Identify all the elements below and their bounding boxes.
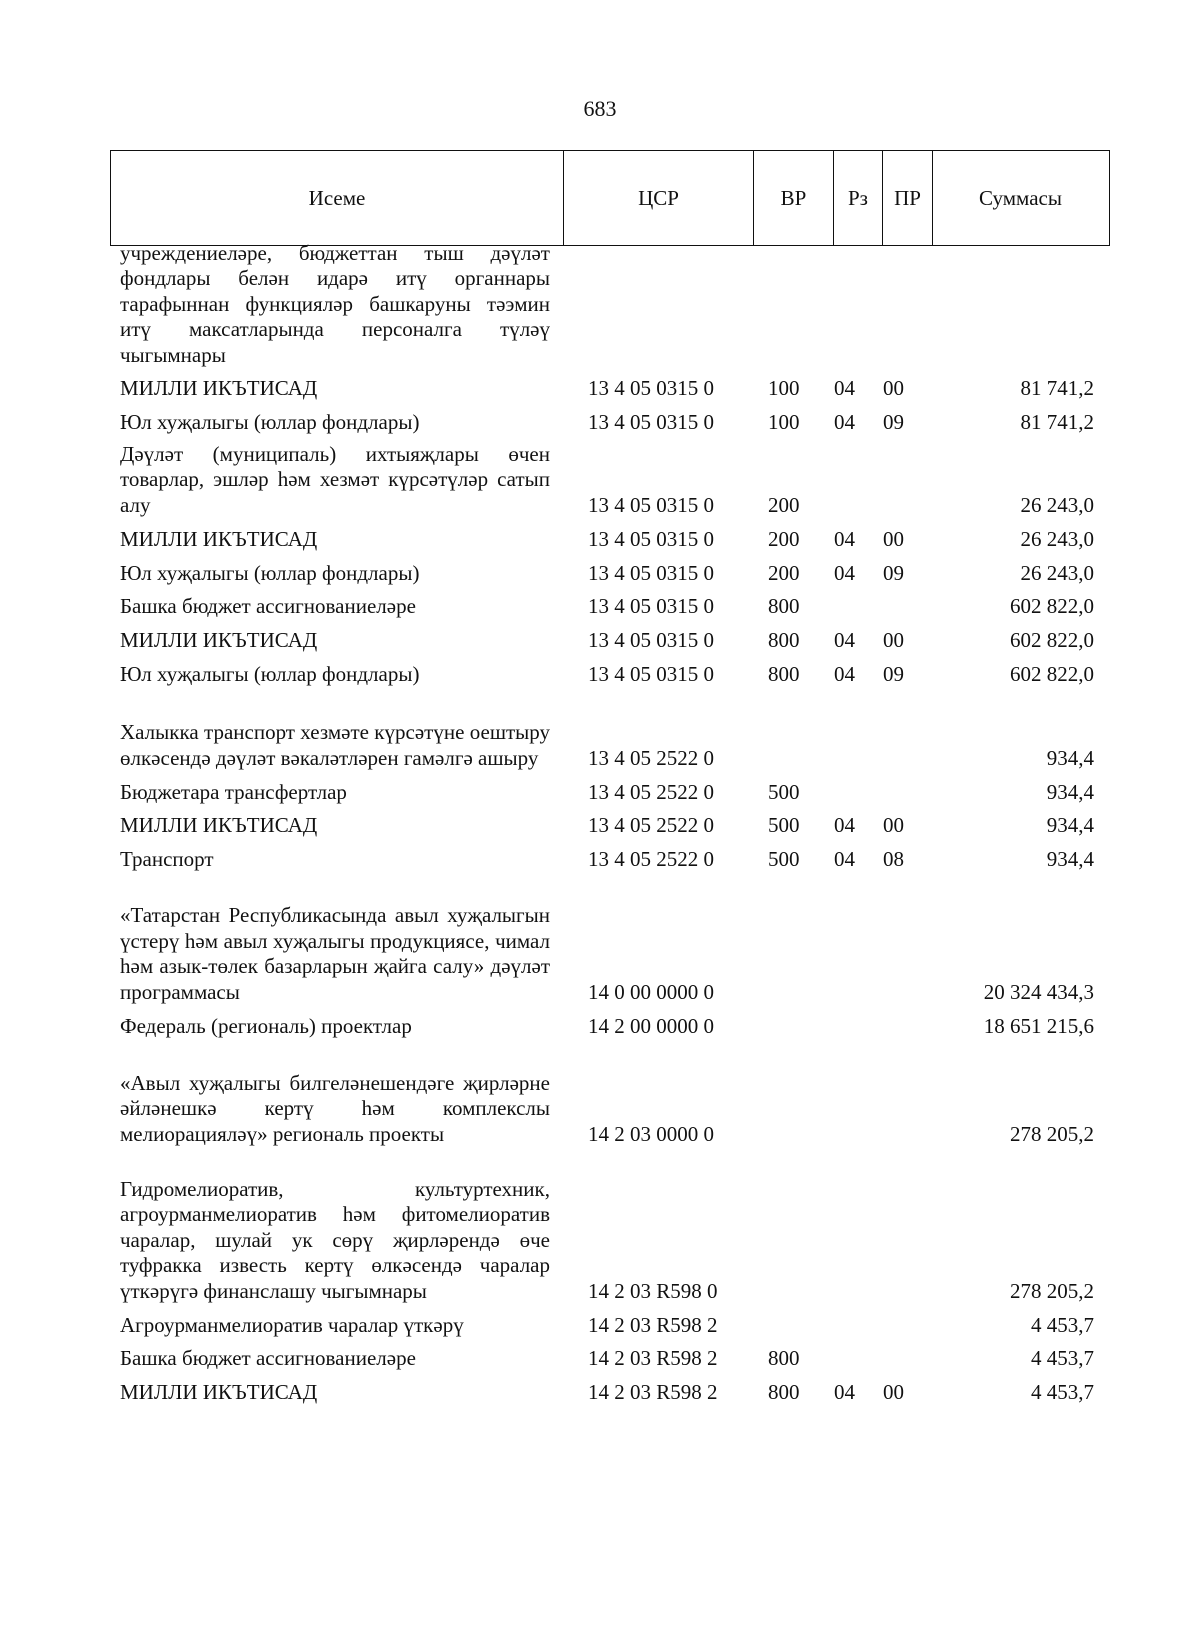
- row-sum: 602 822,0: [1010, 661, 1094, 686]
- row-vr: 800: [768, 1379, 800, 1404]
- table-row: [0, 527, 1200, 553]
- row-rz: 04: [834, 1379, 855, 1404]
- row-csr: 14 2 00 0000 0: [588, 1013, 714, 1038]
- row-sum: 81 741,2: [1020, 375, 1094, 400]
- table-row: [0, 241, 1200, 369]
- row-name: МИЛЛИ ИКЪТИСАД: [120, 812, 318, 837]
- row-csr: 13 4 05 0315 0: [588, 526, 714, 551]
- row-name: «Авыл хуҗалыгы билгеләнешендәге җирләрне әйләнешкә кертү һәм комплекслы мелиорацияләү» региональ проекты: [120, 1070, 550, 1146]
- row-name: МИЛЛИ ИКЪТИСАД: [120, 375, 318, 400]
- table-row: [0, 878, 1200, 1006]
- row-vr: 200: [768, 560, 800, 585]
- row-csr: 13 4 05 0315 0: [588, 492, 714, 517]
- row-vr: 100: [768, 409, 800, 434]
- row-vr: 800: [768, 661, 800, 686]
- table-row: [0, 442, 1200, 519]
- row-csr: 14 2 03 R598 2: [588, 1379, 718, 1404]
- row-pr: 00: [883, 627, 904, 652]
- table-row: [0, 594, 1200, 620]
- row-rz: 04: [834, 812, 855, 837]
- row-pr: 00: [883, 812, 904, 837]
- row-vr: 500: [768, 779, 800, 804]
- table-row: [0, 561, 1200, 587]
- row-rz: 04: [834, 846, 855, 871]
- row-sum: 26 243,0: [1020, 560, 1094, 585]
- row-sum: 278 205,2: [1010, 1278, 1094, 1303]
- column-header-pr: ПР: [882, 151, 932, 245]
- column-header-vr: ВР: [753, 151, 833, 245]
- row-name: Юл хуҗалыгы (юллар фондлары): [120, 560, 420, 585]
- row-csr: 14 2 03 R598 2: [588, 1312, 718, 1337]
- table-row: [0, 780, 1200, 806]
- row-rz: 04: [834, 627, 855, 652]
- row-csr: 14 0 00 0000 0: [588, 979, 714, 1004]
- row-name: Транспорт: [120, 846, 214, 871]
- row-vr: 500: [768, 812, 800, 837]
- row-pr: 09: [883, 409, 904, 434]
- row-csr: 13 4 05 0315 0: [588, 560, 714, 585]
- row-vr: 200: [768, 492, 800, 517]
- row-pr: 09: [883, 560, 904, 585]
- row-name: Агроурманмелиоратив чаралар үткәрү: [120, 1312, 464, 1337]
- row-pr: 00: [883, 1379, 904, 1404]
- row-name: Федераль (региональ) проектлар: [120, 1013, 412, 1038]
- row-sum: 26 243,0: [1020, 492, 1094, 517]
- row-name: Юл хуҗалыгы (юллар фондлары): [120, 409, 420, 434]
- row-name: учреждениеләре, бюджеттан тыш дәүләт фондлары белән идарә итү органнары тарафыннан функцияләр башкаруны тәэмин итү максатларында персоналга түләү чыгымнары: [120, 240, 550, 367]
- column-header-sum: Суммасы: [932, 151, 1108, 245]
- table-row: [0, 1014, 1200, 1040]
- row-sum: 4 453,7: [1031, 1345, 1094, 1370]
- row-rz: 04: [834, 409, 855, 434]
- row-pr: 09: [883, 661, 904, 686]
- row-name: Дәүләт (муниципаль) ихтыяҗлары өчен товарлар, эшләр һәм хезмәт күрсәтүләр сатып алу: [120, 441, 550, 517]
- row-csr: 13 4 05 0315 0: [588, 661, 714, 686]
- row-sum: 934,4: [1046, 812, 1094, 837]
- row-name: Бюджетара трансфертлар: [120, 779, 347, 804]
- row-sum: 4 453,7: [1031, 1312, 1094, 1337]
- row-csr: 13 4 05 0315 0: [588, 627, 714, 652]
- row-name: «Татарстан Республикасында авыл хуҗалыгын үстерү һәм авыл хуҗалыгы продукциясе, чимал һәм азык-төлек базарларын җайга салу» дәүләт программасы: [120, 903, 550, 1004]
- table-row: [0, 695, 1200, 772]
- row-csr: 14 2 03 R598 0: [588, 1278, 718, 1303]
- row-name: МИЛЛИ ИКЪТИСАД: [120, 526, 318, 551]
- table-row: [0, 847, 1200, 873]
- table-row: [0, 628, 1200, 654]
- row-name: МИЛЛИ ИКЪТИСАД: [120, 627, 318, 652]
- row-sum: 20 324 434,3: [983, 979, 1094, 1004]
- row-sum: 934,4: [1046, 745, 1094, 770]
- row-sum: 4 453,7: [1031, 1379, 1094, 1404]
- row-csr: 13 4 05 2522 0: [588, 779, 714, 804]
- table-header: [110, 150, 1110, 246]
- row-rz: 04: [834, 526, 855, 551]
- row-csr: 14 2 03 R598 2: [588, 1345, 718, 1370]
- row-sum: 278 205,2: [1010, 1121, 1094, 1146]
- row-vr: 200: [768, 526, 800, 551]
- page-number: 683: [583, 96, 617, 121]
- table-row: [0, 1346, 1200, 1372]
- row-name: Халыкка транспорт хезмәте күрсәтүне оештыру өлкәсендә дәүләт вәкаләтләрен гамәлгә ашыру: [120, 720, 550, 770]
- table-row: [0, 1313, 1200, 1339]
- row-name: МИЛЛИ ИКЪТИСАД: [120, 1379, 318, 1404]
- row-sum: 26 243,0: [1020, 526, 1094, 551]
- row-csr: 13 4 05 2522 0: [588, 745, 714, 770]
- row-name: Башка бюджет ассигнованиеләре: [120, 1345, 416, 1370]
- row-csr: 13 4 05 0315 0: [588, 375, 714, 400]
- row-sum: 934,4: [1046, 779, 1094, 804]
- table-row: [0, 813, 1200, 839]
- row-rz: 04: [834, 560, 855, 585]
- row-name: Гидромелиоратив, культуртехник, агроурманмелиоратив һәм фитомелиоратив чаралар, шулай ук сөрү җирләрендә өче туфракка известь кертү өлкәсендә чаралар үткәрүгә финанслашу чыгымнары: [120, 1176, 550, 1303]
- row-sum: 934,4: [1046, 846, 1094, 871]
- table-row: [0, 1380, 1200, 1406]
- row-vr: 800: [768, 593, 800, 618]
- row-csr: 14 2 03 0000 0: [588, 1121, 714, 1146]
- table-row: [0, 1151, 1200, 1304]
- table-row: [0, 662, 1200, 688]
- row-rz: 04: [834, 661, 855, 686]
- row-csr: 13 4 05 2522 0: [588, 846, 714, 871]
- column-header-name: Исеме: [308, 185, 366, 210]
- row-sum: 602 822,0: [1010, 593, 1094, 618]
- row-rz: 04: [834, 375, 855, 400]
- column-header-rz: Рз: [833, 151, 882, 245]
- row-pr: 08: [883, 846, 904, 871]
- table-row: [0, 1045, 1200, 1147]
- row-pr: 00: [883, 375, 904, 400]
- row-sum: 602 822,0: [1010, 627, 1094, 652]
- row-csr: 13 4 05 2522 0: [588, 812, 714, 837]
- row-csr: 13 4 05 0315 0: [588, 593, 714, 618]
- row-name: Юл хуҗалыгы (юллар фондлары): [120, 661, 420, 686]
- row-name: Башка бюджет ассигнованиеләре: [120, 593, 416, 618]
- row-csr: 13 4 05 0315 0: [588, 409, 714, 434]
- row-sum: 18 651 215,6: [983, 1013, 1094, 1038]
- row-vr: 100: [768, 375, 800, 400]
- table-row: [0, 410, 1200, 436]
- row-vr: 500: [768, 846, 800, 871]
- row-vr: 800: [768, 627, 800, 652]
- row-vr: 800: [768, 1345, 800, 1370]
- row-sum: 81 741,2: [1020, 409, 1094, 434]
- column-header-csr: ЦСР: [563, 151, 753, 245]
- row-pr: 00: [883, 526, 904, 551]
- table-row: [0, 376, 1200, 402]
